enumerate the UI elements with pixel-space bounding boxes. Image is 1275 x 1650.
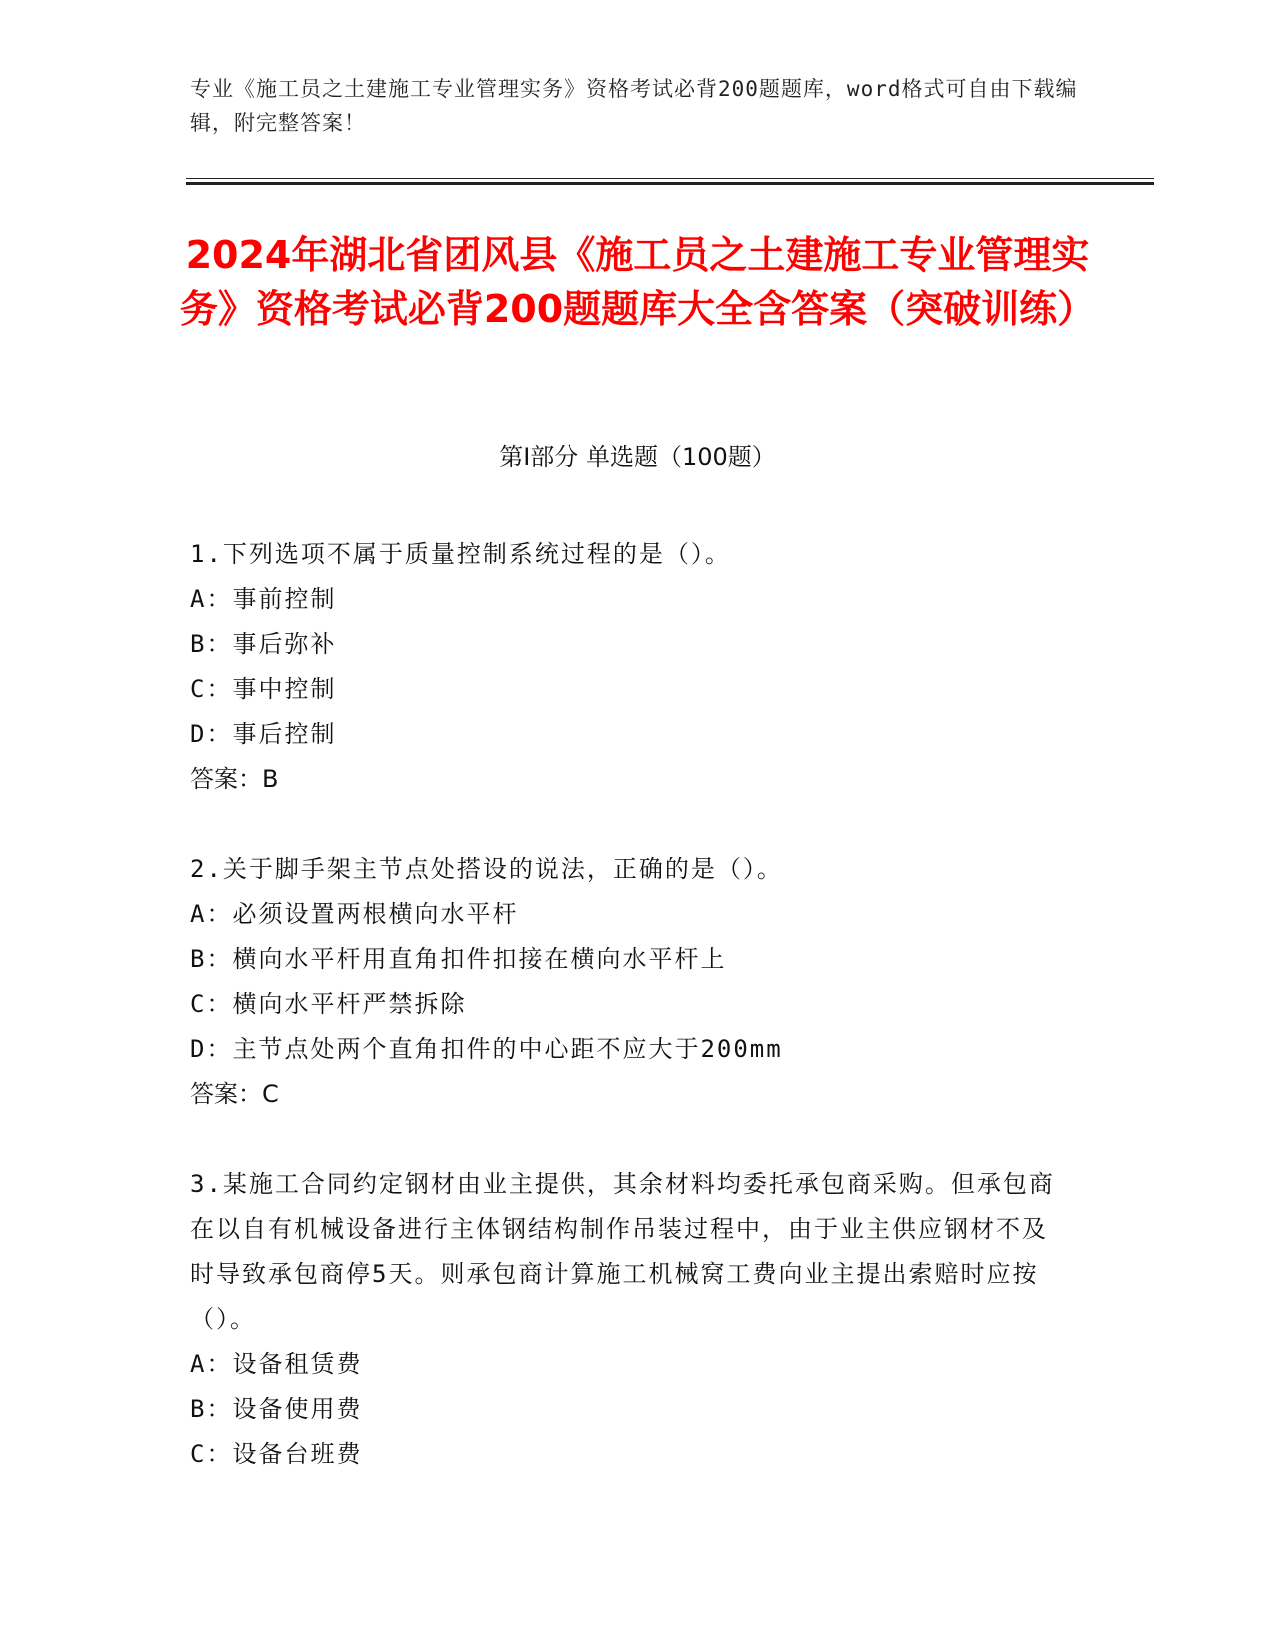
option-a: A：必须设置两根横向水平杆 — [190, 900, 519, 928]
option-b: B：事后弥补 — [190, 630, 337, 658]
question-stem: 1.下列选项不属于质量控制系统过程的是（）。 — [190, 540, 731, 568]
question-2 — [190, 847, 1070, 1117]
header-rule-thick — [186, 182, 1154, 185]
document-title: 2024年湖北省团风县《施工员之土建施工专业管理实务》资格考试必背200题题库大全含答案（突破训练） — [179, 233, 1096, 331]
question-stem: 2.关于脚手架主节点处搭设的说法，正确的是（）。 — [190, 855, 783, 883]
section-title: 第Ⅰ部分 单选题（100题） — [499, 443, 776, 471]
answer: 答案：B — [190, 765, 279, 793]
question-3 — [190, 1162, 1070, 1477]
option-d: D：事后控制 — [190, 720, 337, 748]
answer: 答案：C — [190, 1080, 279, 1108]
option-c: C：横向水平杆严禁拆除 — [190, 990, 467, 1018]
option-b: B：横向水平杆用直角扣件扣接在横向水平杆上 — [190, 945, 727, 973]
question-stem: 3.某施工合同约定钢材由业主提供，其余材料均委托承包商采购。但承包商在以自有机械设备进行主体钢结构制作吊装过程中，由于业主供应钢材不及时导致承包商停5天。则承包商计算施工机械窝工费向业主提出索赔时应按（）。 — [190, 1170, 1055, 1333]
option-a: A：事前控制 — [190, 585, 337, 613]
option-c: C：事中控制 — [190, 675, 337, 703]
option-c: C：设备台班费 — [190, 1440, 363, 1468]
option-a: A：设备租赁费 — [190, 1350, 363, 1378]
question-list — [190, 532, 1070, 1522]
option-d: D：主节点处两个直角扣件的中心距不应大于200mm — [190, 1035, 783, 1063]
question-1 — [190, 532, 1070, 802]
header-note: 专业《施工员之土建施工专业管理实务》资格考试必背200题题库，word格式可自由下载编辑，附完整答案！ — [190, 77, 1078, 135]
option-b: B：设备使用费 — [190, 1395, 363, 1423]
header-rule-thin — [186, 178, 1154, 179]
